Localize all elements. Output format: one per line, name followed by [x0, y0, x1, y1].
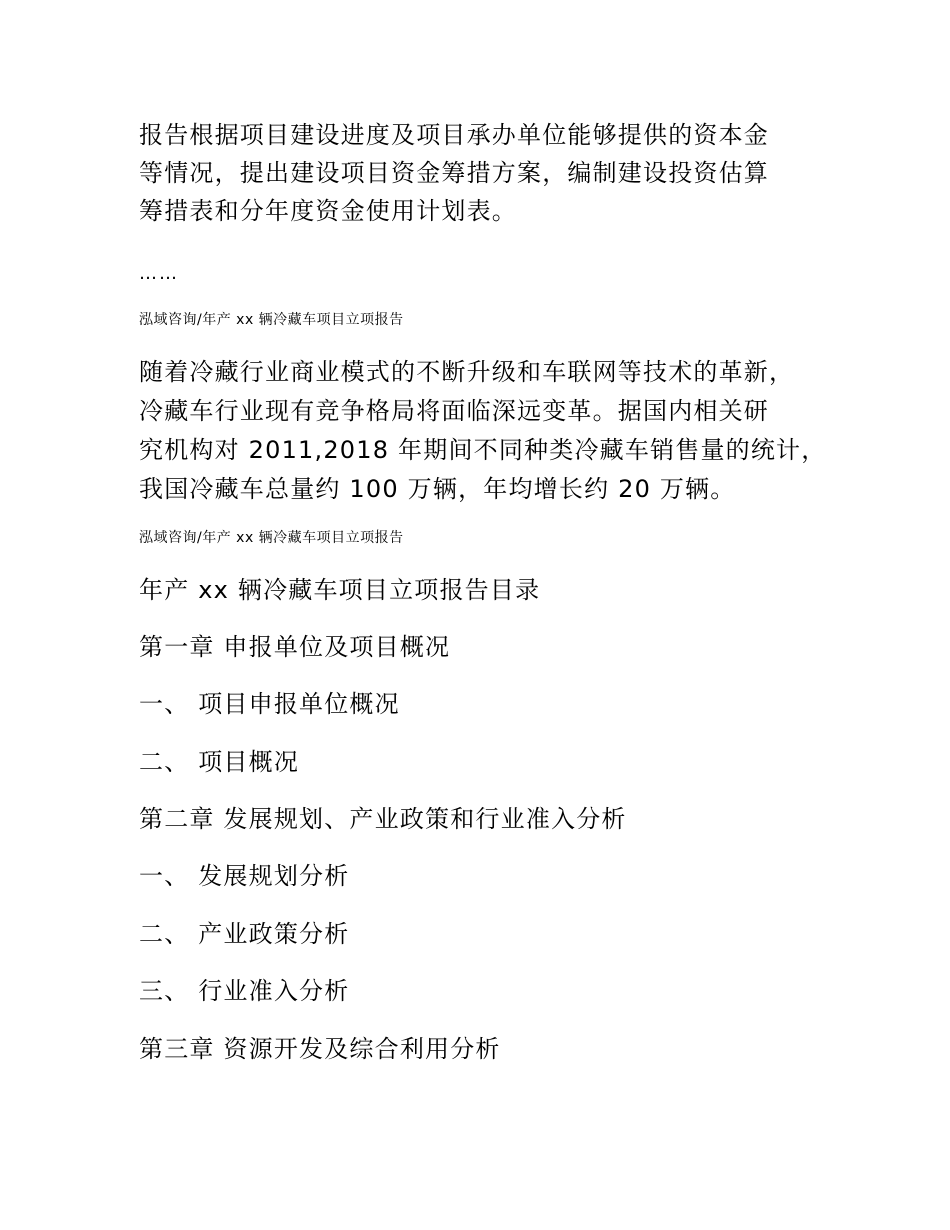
body-line-1: 随着冷藏行业商业模式的不断升级和车联网等技术的革新， [139, 358, 795, 386]
toc-chapter-2: 第二章 发展规划、产业政策和行业准入分析 [139, 805, 627, 833]
intro-line-3: 筹措表和分年度资金使用计划表。 [139, 197, 517, 225]
toc-section-1-1: 一、 项目申报单位概况 [139, 690, 400, 718]
body-line-4: 我国冷藏车总量约 100 万辆，年均增长约 20 万辆。 [139, 475, 736, 503]
toc-title: 年产 xx 辆冷藏车项目立项报告目录 [139, 576, 541, 604]
toc-section-2-3: 三、 行业准入分析 [139, 977, 350, 1005]
running-header: 泓域咨询/年产 xx 辆冷藏车项目立项报告 [139, 312, 404, 328]
running-header: 泓域咨询/年产 xx 辆冷藏车项目立项报告 [139, 530, 404, 546]
ellipsis: …… [139, 263, 179, 284]
toc-section-2-1: 一、 发展规划分析 [139, 862, 350, 890]
intro-line-2: 等情况，提出建设项目资金筹措方案，编制建设投资估算 [139, 159, 769, 187]
toc-section-2-2: 二、 产业政策分析 [139, 920, 350, 948]
body-line-2: 冷藏车行业现有竞争格局将面临深远变革。据国内相关研 [139, 397, 769, 425]
body-line-3: 究机构对 2011,2018 年期间不同种类冷藏车销售量的统计， [139, 436, 827, 464]
toc-section-1-2: 二、 项目概况 [139, 748, 300, 776]
intro-line-1: 报告根据项目建设进度及项目承办单位能够提供的资本金 [139, 121, 769, 149]
toc-chapter-1: 第一章 申报单位及项目概况 [139, 633, 451, 661]
toc-chapter-3: 第三章 资源开发及综合利用分析 [139, 1035, 501, 1063]
